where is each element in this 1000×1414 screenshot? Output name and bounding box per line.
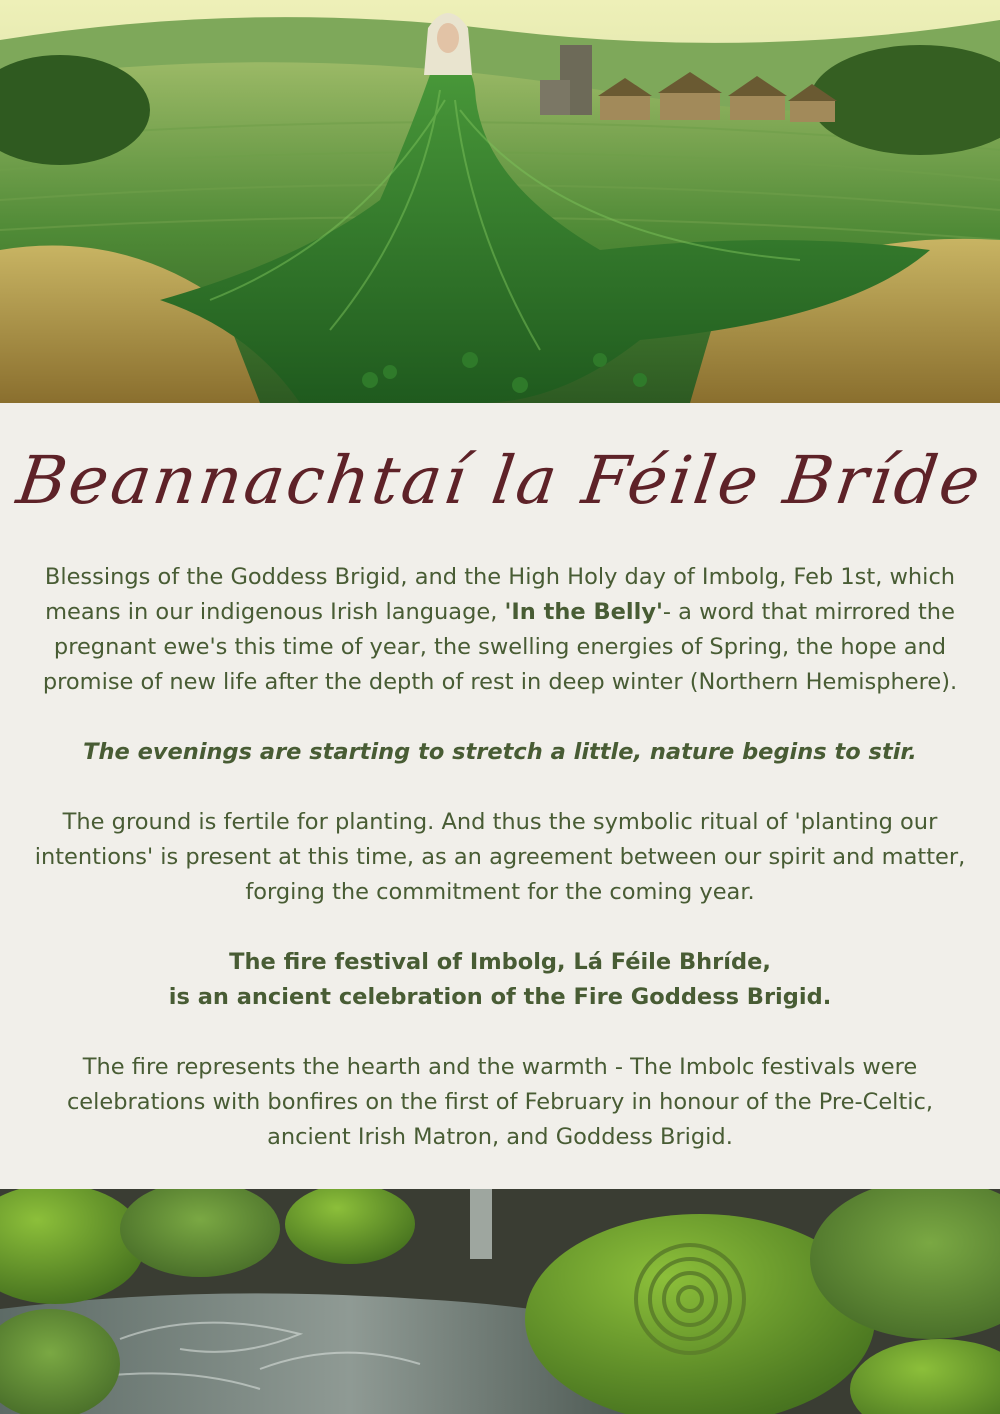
paragraph-hearth: The fire represents the hearth and the warmth - The Imbolc festivals were celebrations with bonfires on the first of February in honour of the Pre-Celtic, ancient Irish Matron, and Goddess Brigid. (66, 1054, 934, 1150)
mossy-stream-photo (0, 1189, 1000, 1414)
page-title: Beannachtaí la Féile Bríde (12, 442, 988, 519)
fire-festival-line-1: The fire festival of Imbolg, Lá Féile Bhríde, (229, 949, 771, 975)
paragraph-evenings: The evenings are starting to stretch a little, nature begins to stir. (83, 739, 917, 765)
fire-festival-line-2: is an ancient celebration of the Fire Goddess Brigid. (168, 984, 832, 1010)
paragraph-blessings-intro: Blessings of the Goddess Brigid, and the High Holy day of Imbolg, Feb 1st, which means in our indigenous Irish language, (44, 564, 956, 625)
body-text (30, 560, 970, 1190)
paragraph-blessings (30, 560, 970, 700)
paragraph-planting: The ground is fertile for planting. And thus the symbolic ritual of 'planting our intentions' is present at this time, as an agreement between our spirit and matter, forging the commitment for the coming year. (34, 809, 966, 905)
text-panel (0, 403, 1000, 1190)
goddess-brigid-illustration (0, 0, 1000, 403)
in-the-belly-phrase: 'In the Belly' (504, 599, 663, 625)
paragraph-blessings-rest: - a word that mirrored the pregnant ewe's this time of year, the swelling energies of Spring, the hope and promise of new life after the depth of rest in deep winter (Northern Hemisphere). (42, 599, 958, 695)
paragraph-fire-festival (30, 945, 970, 1015)
